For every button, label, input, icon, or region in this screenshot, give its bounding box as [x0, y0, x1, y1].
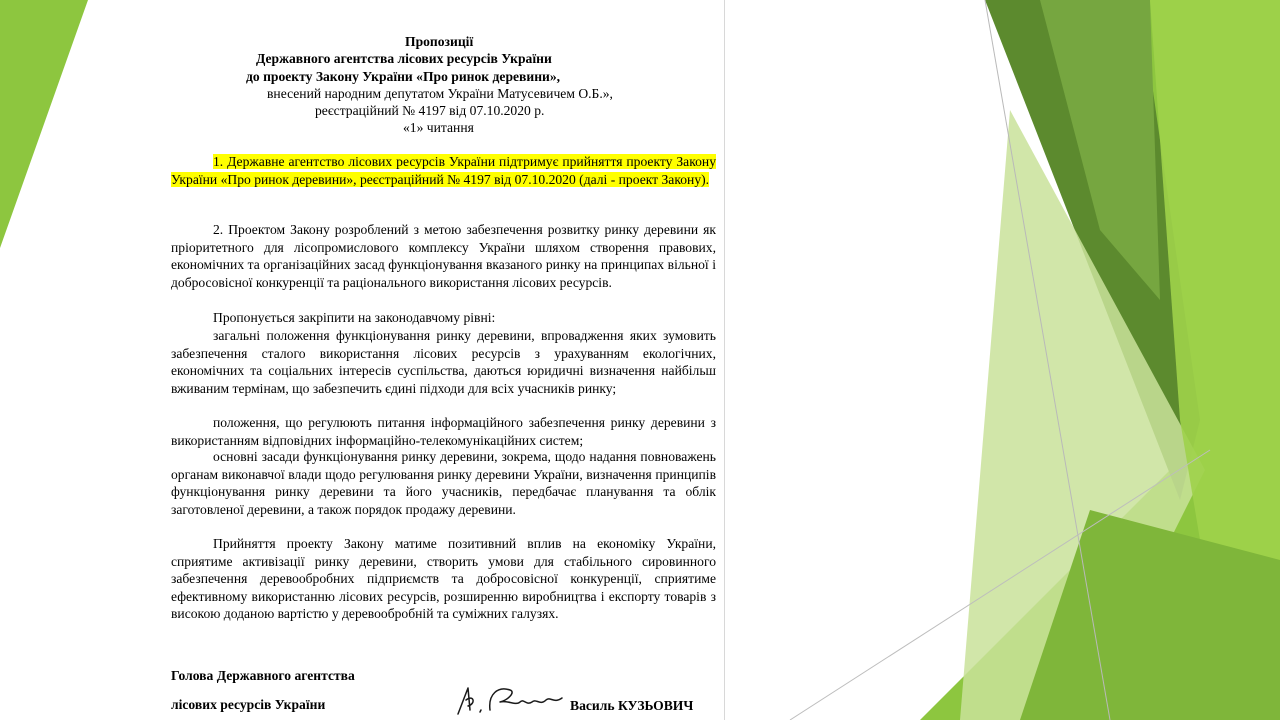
paragraph-4: загальні положення функціонування ринку деревини, впровадження яких зумовить забезпечення сталого використання лісових ресурсів з урахуванням екологічних, економічних та соціальних інтересів суспільства, даються юридичні визначення найбільш вживаним термінам, що забезпечить єдині підходи для всіх учасників ринку;: [171, 328, 716, 396]
handwritten-signature: [454, 680, 566, 720]
doc-header-line-1: Пропозиції: [405, 34, 474, 49]
doc-header-line-6: «1» читання: [403, 120, 474, 135]
doc-header-line-5: реєстраційний № 4197 від 07.10.2020 р.: [315, 103, 545, 118]
doc-header-line-2: Державного агентства лісових ресурсів України: [256, 51, 552, 66]
paragraph-3: Пропонується закріпити на законодавчому рівні:: [213, 310, 496, 325]
signature-title-line-1: Голова Державного агентства: [171, 668, 355, 683]
paragraph-1: [171, 153, 716, 188]
highlighted-text: 1. Державне агентство лісових ресурсів України підтримує прийняття проекту Закону України «Про ринок деревини», реєстраційний № 4197 від 07.10.2020 (далі - проект Закону).: [171, 154, 716, 187]
signature-name: Василь КУЗЬОВИЧ: [570, 698, 694, 713]
paragraph-2: 2. Проектом Закону розроблений з метою забезпечення розвитку ринку деревини як пріоритетного для лісопромислового комплексу України шляхом створення правових, економічних та організаційних засад функціонування вказаного ринку на принципах вільної і добросовісної конкуренції та раціонального використання лісових ресурсів.: [171, 222, 716, 290]
doc-header-line-3: до проекту Закону України «Про ринок деревини»,: [246, 69, 561, 84]
left-green-wedge: [0, 0, 88, 248]
paragraph-5: положення, що регулюють питання інформаційного забезпечення ринку деревини з використанням відповідних інформаційно-телекомунікаційних систем;: [171, 415, 716, 448]
paragraph-7: Прийняття проекту Закону матиме позитивний вплив на економіку України, сприятиме активізації ринку деревини, створить умови для стабільного сировинного забезпечення деревообробних підприємств та добросовісної конкуренції, сприятиме ефективному використанню лісових ресурсів, розширенню виробництва і експорту товарів з високою доданою вартістю у деревообробній та суміжних галузях.: [171, 536, 716, 622]
doc-header-line-4: внесений народним депутатом України Матусевичем О.Б.»,: [267, 86, 613, 101]
paragraph-6: основні засади функціонування ринку деревини, зокрема, щодо надання повноважень органам виконавчої влади щодо регулювання ринку деревини України, визначення принципів функціонування ринку деревини та його учасників, передбачає планування та облік заготовленої деревини, а також порядок продажу деревини.: [171, 449, 716, 517]
document-page: [158, 0, 725, 720]
signature-title-line-2: лісових ресурсів України: [171, 697, 326, 712]
